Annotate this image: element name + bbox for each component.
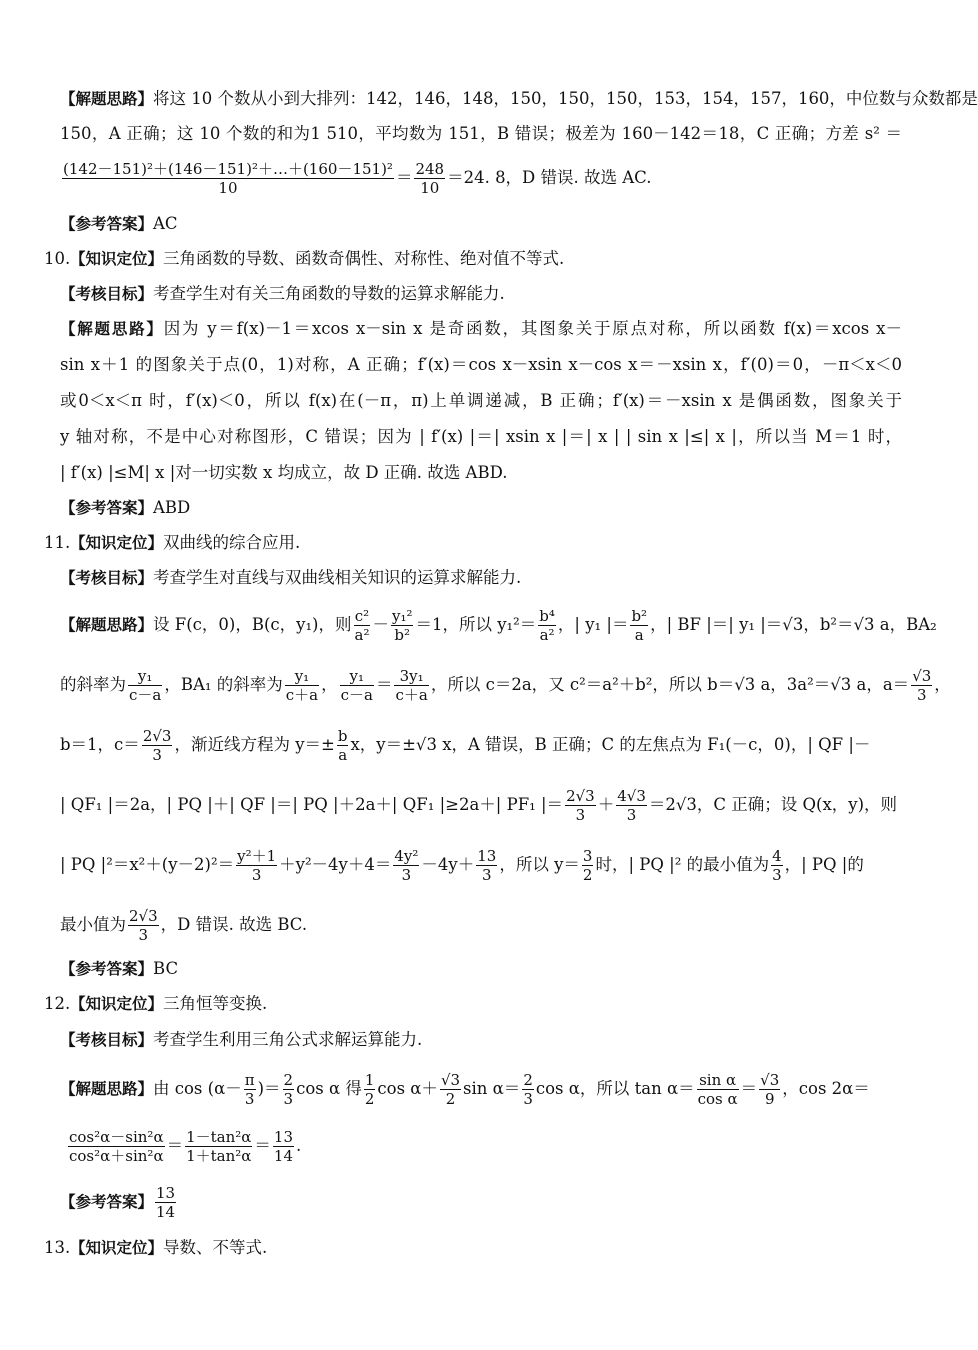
frac-2root3-3: $\frac{2√3}{3}$	[142, 727, 172, 764]
frac-2root3-3-c: $\frac{2√3}{3}$	[129, 907, 158, 944]
frac-answer-13-14: $\frac{13}{14}$	[156, 1184, 176, 1221]
frac-2-3: $\frac{2}{3}$	[283, 1071, 294, 1108]
frac-2-3-b: $\frac{2}{3}$	[523, 1071, 533, 1108]
frac-4y2-3: $\frac{\text{4y²}}{3}$	[394, 847, 419, 884]
frac-y1-c-minus-a-2: $\frac{\text{y₁}}{c-a}$	[340, 667, 373, 704]
q10-target: 【考核目标】考查学生对有关三角函数的导数的运算求解能力.	[60, 284, 505, 303]
frac-b2-a: $\frac{\text{b²}}{a}$	[631, 607, 648, 644]
q12-analysis-line-2: $\frac{\text{cos²α－sin²α}}{\text{cos²α＋sin²α}}$ ＝ $\frac{\text{1－tan²α}}{\text{1＋tan²α}}$ ＝ $\frac{13}{14}$ .	[69, 1128, 302, 1165]
q12-target: 【考核目标】考查学生利用三角公式求解运算能力.	[60, 1030, 423, 1049]
frac-tan2: $\frac{\text{1－tan²α}}{\text{1＋tan²α}}$	[186, 1128, 252, 1165]
q13-number: 13.	[44, 1238, 71, 1257]
q11-analysis-line-5: | PQ |²＝x²＋(y－2)²＝ $\frac{\text{y²＋1}}{3}$ ＋y²－4y＋4＝ $\frac{\text{4y²}}{3}$ －4y＋ $\frac{13}{3}$ ，所以 y＝ $\frac{3}{2}$ 时，| PQ |² 的最小值为 $\frac{4}{3}$ ，| PQ |的	[60, 847, 864, 884]
q11-answer: 【参考答案】BC	[60, 959, 179, 978]
frac-y1-c-minus-a: $\frac{\text{y₁}}{c-a}$	[129, 667, 162, 704]
q10-knowledge: 【知识定位】三角函数的导数、函数奇偶性、对称性、绝对值不等式.	[70, 249, 565, 268]
frac-2root3-3-b: $\frac{2√3}{3}$	[566, 787, 595, 824]
frac-4-3: $\frac{4}{3}$	[772, 847, 782, 884]
frac-y2p1-3: $\frac{\text{y²＋1}}{3}$	[237, 847, 277, 884]
frac-13-14: $\frac{13}{14}$	[273, 1128, 293, 1165]
q11-analysis-line-1: 【解题思路】设 F(c，0)，B(c，y₁)，则 $\frac{\text{c²}}{\text{a²}}$ － $\frac{\text{y₁²}}{\text{b²}}$ ＝1，所以 y₁²＝ $\frac{\text{b⁴}}{\text{a²}}$ ，| y₁ |＝ $\frac{\text{b²}}{a}$ ，| BF |＝| y₁ |＝√3，b²＝√3 a，BA₂	[60, 607, 937, 644]
q11-analysis-line-3: b＝1，c＝ $\frac{2√3}{3}$ ，渐近线方程为 y＝± $\frac{b}{a}$ x，y＝±√3 x，A 错误，B 正确；C 的左焦点为 F₁(－c，0)，| QF |－	[60, 727, 871, 764]
q9-analysis-line-3: $\frac{\text{(142－151)²＋(146－151)²＋…＋(160－151)²}}{10}$ ＝ $\frac{248}{10}$ ＝24. 8，D 错误. 故选 AC.	[63, 160, 652, 197]
frac-1-2: $\frac{1}{2}$	[364, 1071, 375, 1108]
frac-y1-c-plus-a: $\frac{\text{y₁}}{c+a}$	[285, 667, 319, 704]
q12-number: 12.	[44, 994, 71, 1013]
q13-knowledge: 【知识定位】导数、不等式.	[70, 1238, 268, 1257]
frac-pi-3: $\frac{\pi}{3}$	[244, 1071, 255, 1108]
frac-sin-cos: $\frac{\text{sin α}}{\text{cos α}}$	[697, 1071, 738, 1108]
q9-analysis-line-1: 【解题思路】将这 10 个数从小到大排列：142，146，148，150，150，150，153，154，157，160，中位数与众数都是	[60, 89, 978, 108]
q9-answer: 【参考答案】AC	[60, 214, 178, 233]
q12-analysis-line-1: 【解题思路】由 cos (α－ $\frac{\pi}{3}$ )＝ $\frac{2}{3}$ cos α 得 $\frac{1}{2}$ cos α＋ $\frac{√3}{2}$ sin α＝ $\frac{2}{3}$ cos α，所以 tan α＝ $\frac{\text{sin α}}{\text{cos α}}$ ＝ $\frac{√3}{9}$ ，cos 2α＝	[60, 1071, 870, 1108]
frac-root3-9: $\frac{√3}{9}$	[760, 1071, 780, 1108]
q11-analysis-line-2: 的斜率为 $\frac{\text{y₁}}{c-a}$ ，BA₁ 的斜率为 $\frac{\text{y₁}}{c+a}$ ， $\frac{\text{y₁}}{c-a}$ ＝ $\frac{\text{3y₁}}{c+a}$ ，所以 c＝2a，又 c²＝a²＋b²，所以 b＝√3 a，3a²＝√3 a，a＝ $\frac{√3}{3}$ ，	[60, 667, 951, 704]
q11-target: 【考核目标】考查学生对直线与双曲线相关知识的运算求解能力.	[60, 568, 522, 587]
frac-y1-b2: $\frac{\text{y₁²}}{\text{b²}}$	[391, 607, 413, 644]
q12-answer: 【参考答案】 $\frac{13}{14}$	[60, 1184, 176, 1221]
variance-fraction: $\frac{\text{(142－151)²＋(146－151)²＋…＋(160－151)²}}{10}$	[63, 160, 393, 197]
q11-analysis-line-6: 最小值为 $\frac{2√3}{3}$ ，D 错误. 故选 BC.	[60, 907, 308, 944]
q12-knowledge: 【知识定位】三角恒等变换.	[70, 994, 268, 1013]
q10-number: 10.	[44, 249, 71, 268]
variance-value-fraction: $\frac{248}{10}$	[415, 160, 445, 197]
frac-b4-a2: $\frac{\text{b⁴}}{\text{a²}}$	[539, 607, 555, 644]
q10-analysis-line-3: 或0＜x＜π 时，f′(x)＜0，所以 f(x)在(－π，π)上单调递减，B 正确；f′(x)＝－xsin x 是偶函数，图象关于	[60, 391, 902, 410]
q11-number: 11.	[44, 533, 71, 552]
q11-analysis-line-4: | QF₁ |＝2a，| PQ |＋| QF |＝| PQ |＋2a＋| QF₁ |≥2a＋| PF₁ |＝ $\frac{2√3}{3}$ ＋ $\frac{4√3}{3}$ ＝2√3，C 正确；设 Q(x，y)，则	[60, 787, 898, 824]
frac-b-a: $\frac{b}{a}$	[337, 727, 348, 764]
frac-4root3-3: $\frac{4√3}{3}$	[617, 787, 646, 824]
frac-3-2: $\frac{3}{2}$	[582, 847, 593, 884]
q10-answer: 【参考答案】ABD	[60, 498, 191, 517]
q11-knowledge: 【知识定位】双曲线的综合应用.	[70, 533, 301, 552]
frac-root3-2: $\frac{√3}{2}$	[440, 1071, 461, 1108]
q10-analysis-line-5: | f′(x) |≤M| x |对一切实数 x 均成立，故 D 正确. 故选 ABD.	[60, 463, 508, 482]
frac-3y1: $\frac{\text{3y₁}}{c+a}$	[395, 667, 428, 704]
frac-root3-3: $\frac{√3}{3}$	[912, 667, 932, 704]
frac-c2-a2: $\frac{\text{c²}}{\text{a²}}$	[354, 607, 370, 644]
frac-cos2-sin2: $\frac{\text{cos²α－sin²α}}{\text{cos²α＋sin²α}}$	[69, 1128, 164, 1165]
q9-analysis-line-2: 150，A 正确；这 10 个数的和为1 510，平均数为 151，B 错误；极差为 160－142＝18，C 正确；方差 s² ＝	[60, 124, 902, 143]
q10-analysis-line-1: 【解题思路】因为 y＝f(x)－1＝xcos x－sin x 是奇函数，其图象关于原点对称，所以函数 f(x)＝xcos x－	[60, 319, 902, 338]
q10-analysis-line-4: y 轴对称，不是中心对称图形，C 错误；因为 | f′(x) |＝| xsin x |＝| x | | sin x |≤| x |，所以当 M＝1 时，	[60, 427, 902, 446]
q10-analysis-line-2: sin x＋1 的图象关于点(0，1)对称，A 正确；f′(x)＝cos x－xsin x－cos x＝－xsin x，f′(0)＝0，－π＜x＜0	[60, 355, 902, 374]
frac-13-3: $\frac{13}{3}$	[477, 847, 497, 884]
